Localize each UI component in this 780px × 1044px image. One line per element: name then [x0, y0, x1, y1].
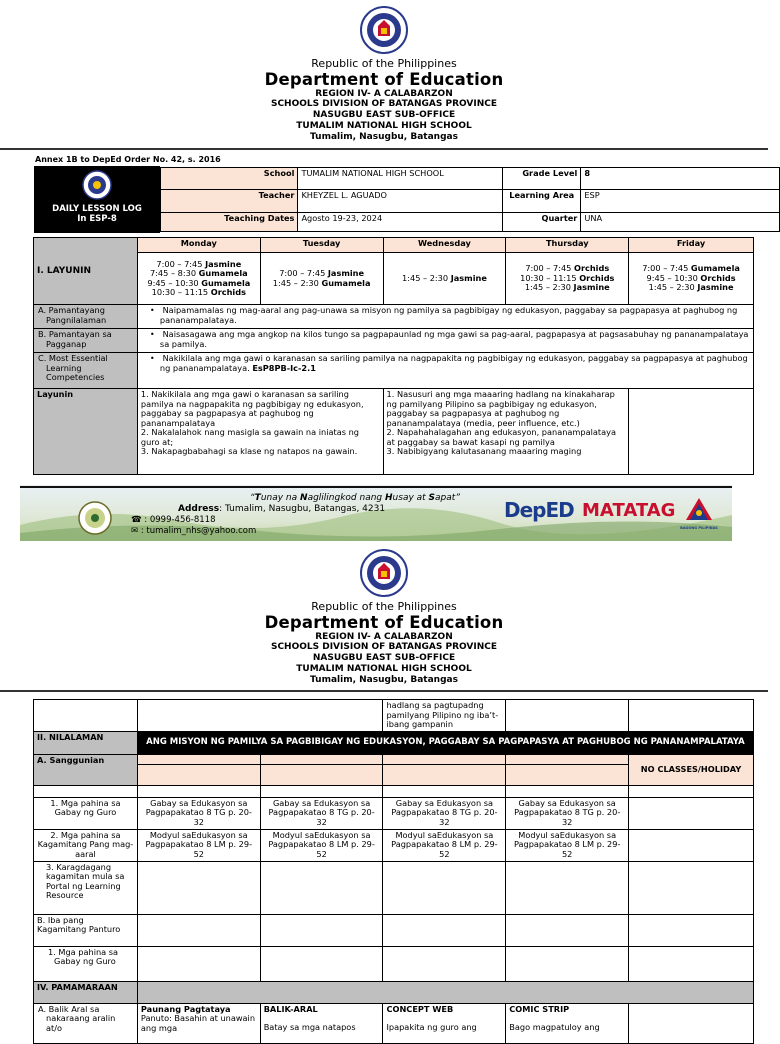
- bagong-pilipinas-logo: BAGONG PILIPINAS: [680, 496, 718, 532]
- layunin-right-2: 2. Napahahalagahan ang edukasyon, pananampalataya at paggabay sa bawat kasapi ng pamilya: [386, 427, 616, 447]
- schedule-section: Gumamela: [690, 263, 740, 274]
- schedule-time: 10:30 – 11:15: [151, 287, 211, 297]
- sanggunian-cell-5: [137, 764, 260, 785]
- rowC-code: EsP8PB-Ic-2.1: [252, 362, 316, 373]
- schedule-section: Orchids: [700, 272, 736, 283]
- school-label: School: [161, 168, 298, 190]
- grade-value: 8: [581, 168, 780, 190]
- area-label: Learning Area: [503, 190, 581, 213]
- portal-label: 3. Karagdagang kagamitan mula sa Portal ng Learning Resource: [34, 861, 138, 914]
- schedule-line: [632, 283, 750, 293]
- cont-label: [34, 700, 138, 732]
- nilalaman-table: [33, 699, 754, 1044]
- department-heading: Department of Education: [264, 70, 504, 89]
- kagamitan-friday: [629, 829, 754, 861]
- school-logo-icon: [82, 170, 112, 200]
- schedule-section: Jasmine: [205, 258, 242, 269]
- cont-empty-2: [506, 700, 629, 732]
- schedule-thursday: [506, 253, 629, 305]
- spacer-6: [629, 785, 754, 797]
- deped-seal-2: [360, 549, 408, 597]
- schedule-section: Orchids: [210, 287, 246, 297]
- schedule-time: 1:45 – 2:30: [524, 282, 574, 293]
- schedule-section: Gumamela: [198, 268, 248, 278]
- schedule-section: Jasmine: [327, 268, 365, 278]
- sanggunian-label: A. Sanggunian: [34, 754, 138, 785]
- schedule-monday: [137, 253, 260, 305]
- schedule-section: Gumamela: [321, 277, 371, 288]
- schedule-time: 7:00 – 7:45: [156, 258, 206, 269]
- footer-school-logo-icon: [78, 501, 112, 535]
- header-address: Tumalim, Nasugbu, Batangas: [310, 132, 458, 142]
- bullet-icon: •: [149, 353, 163, 363]
- balik-tuesday: BALIK-ARAL Batay sa mga natapos: [260, 1003, 383, 1043]
- iba-gabay-wed: [383, 946, 506, 981]
- gabay-guro-label: 1. Mga pahina sa Gabay ng Guro: [34, 797, 138, 829]
- email-value: : tumalim_nhs@yahoo.com: [140, 526, 257, 536]
- iba-mon: [137, 914, 260, 946]
- department-heading-2: Department of Education: [264, 613, 504, 632]
- layunin-left: [137, 389, 383, 475]
- nilalaman-text: ANG MISYON NG PAMILYA SA PAGBIBIGAY NG EDUKASYON, PAGGABAY SA PAGPAPASYA AT PAGHUBOG NG PANANAMPALATAYA: [137, 731, 753, 754]
- portal-mon: [137, 861, 260, 914]
- rowA-text: [137, 305, 753, 329]
- cont-empty: [137, 700, 383, 732]
- rowC-text: [137, 353, 753, 389]
- schedule-section: Jasmine: [697, 282, 734, 293]
- schedule-tuesday: [260, 253, 383, 305]
- sanggunian-cell-4: [506, 754, 629, 764]
- schedule-time: 7:00 – 7:45: [642, 263, 691, 274]
- schedule-section: Jasmine: [573, 282, 610, 293]
- kagamitan-tuesday: Modyul saEdukasyon sa Pagpapakatao 8 LM p. 29-52: [260, 829, 383, 861]
- header-divider: [0, 148, 768, 150]
- layunin-right-3: 3. Nabibigyang kalutasanang maaaring maging: [386, 446, 582, 456]
- teacher-value: KHEYZEL L. AGUADO: [298, 190, 503, 213]
- schedule-time: 9:45 – 10:30: [147, 277, 202, 288]
- footer-email: [131, 526, 256, 536]
- balik-monday: Paunang Pagtataya Panuto: Basahin at unawain ang mga: [137, 1003, 260, 1043]
- quarter-value: UNA: [581, 213, 780, 232]
- day-thursday: Thursday: [506, 238, 629, 253]
- layunin-heading: I. LAYUNIN: [37, 265, 91, 276]
- portal-tue: [260, 861, 383, 914]
- phone-icon: ☎: [131, 515, 145, 525]
- day-wednesday: Wednesday: [383, 238, 506, 253]
- deped-seal: [360, 6, 408, 54]
- phone-value: : 0999-456-8118: [144, 515, 216, 525]
- sanggunian-cell-6: [260, 764, 383, 785]
- schedule-time: 7:00 – 7:45: [525, 263, 574, 274]
- kagamitan-wednesday: Modyul saEdukasyon sa Pagpapakatao 8 LM p. 29-52: [383, 829, 506, 861]
- spacer-2: [137, 785, 260, 797]
- gabay-wednesday: Gabay sa Edukasyon sa Pagpapakatao 8 TG p. 20-32: [383, 797, 506, 829]
- rowA-label: A. Pamantayang Pangnilalaman: [34, 305, 138, 329]
- bullet-icon: •: [149, 305, 163, 315]
- layunin-table: [33, 237, 754, 475]
- sanggunian-cell-3: [383, 754, 506, 764]
- header-suboffice-2: NASUGBU EAST SUB-OFFICE: [312, 653, 456, 663]
- deped-logo: DepED: [504, 498, 574, 522]
- layunin-right: [383, 389, 629, 475]
- schedule-section: Orchids: [579, 272, 615, 283]
- dll-title-box: [34, 166, 160, 233]
- schedule-line: [141, 288, 257, 298]
- balik-aral-label: A. Balik Aral sa nakaraang aralin at/o: [34, 1003, 138, 1043]
- header-division: SCHOOLS DIVISION OF BATANGAS PROVINCE: [270, 99, 498, 109]
- republic-heading: Republic of the Philippines: [311, 57, 457, 70]
- cont-text: hadlang sa pagtupadng pamilyang Pilipino ng iba’t-ibang gampanin: [383, 700, 506, 732]
- matatag-logo: MATATAG: [582, 500, 676, 521]
- iba-gabay-thu: [506, 946, 629, 981]
- layunin-right-1: 1. Nasusuri ang mga maaaring hadlang na kinakaharap ng pamilyang Pilipino sa pagbibigay ng edukasyon, paggabay sa pagpapasya at paghubog ng pananampalataya (media, peer influence, etc.): [386, 389, 615, 428]
- schedule-line: [387, 274, 503, 284]
- iba-gabay-label: 1. Mga pahina sa Gabay ng Guro: [34, 946, 138, 981]
- header-region-2: REGION IV- A CALABARZON: [315, 632, 453, 642]
- schedule-time: 7:00 – 7:45: [279, 268, 328, 278]
- footer-motto: “Tunay na Naglilingkod nang Husay at Sapat”: [250, 493, 460, 503]
- rowB-text: [137, 329, 753, 353]
- header-divider-2: [0, 690, 768, 692]
- pamamaraan-label: IV. PAMAMARAAN: [34, 981, 138, 1003]
- spacer-1: [34, 785, 138, 797]
- gabay-friday: [629, 797, 754, 829]
- rowC-content: Nakikilala ang mga gawi o karanasan sa sariling pamilya na nagpapakita ng pagbibigay ng edukasyon, paggabay sa pagpapasya at paghubog ng pananampalataya.: [159, 353, 748, 373]
- day-tuesday: Tuesday: [260, 238, 383, 253]
- rowA-content: Naipamamalas ng mag-aaral ang pag-unawa sa misyon ng pamilya sa pagbibigay ng edukasyon, paggabay sa pagpapasya at paghubog ng pananampalataya.: [159, 305, 738, 325]
- dll-title: DAILY LESSON LOG: [52, 204, 142, 214]
- layunin-left-2: 2. Nakalalahok nang masigla sa gawain na iniatas ng guro at;: [140, 427, 359, 447]
- header-suboffice: NASUGBU EAST SUB-OFFICE: [312, 110, 456, 120]
- schedule-wednesday: [383, 253, 506, 305]
- schedule-section: Jasmine: [450, 272, 487, 283]
- schedule-time: 1:45 – 2:30: [648, 282, 698, 293]
- layunin-friday: [629, 389, 754, 475]
- iba-pang-label: B. Iba pang Kagamitang Panturo: [34, 914, 138, 946]
- kagamitan-monday: Modyul saEdukasyon sa Pagpapakatao 8 LM p. 29-52: [137, 829, 260, 861]
- no-classes-label: NO CLASSES/HOLIDAY: [629, 754, 754, 785]
- schedule-time: 7:45 – 8:30: [149, 268, 199, 278]
- rowC-label: C. Most Essential Learning Competencies: [34, 353, 138, 389]
- balik-wednesday: CONCEPT WEB Ipapakita ng guro ang: [383, 1003, 506, 1043]
- pamamaraan-bar: [137, 981, 753, 1003]
- annex-label: Annex 1B to DepEd Order No. 42, s. 2016: [35, 155, 221, 164]
- dates-value: Agosto 19-23, 2024: [298, 213, 503, 232]
- iba-thu: [506, 914, 629, 946]
- sanggunian-cell-7: [383, 764, 506, 785]
- schedule-time: 1:45 – 2:30: [272, 277, 322, 288]
- area-value: ESP: [581, 190, 780, 213]
- footer-phone: [131, 515, 215, 525]
- address-label: Address: [178, 504, 220, 514]
- spacer-3: [260, 785, 383, 797]
- bullet-icon: •: [149, 329, 163, 339]
- header-division-2: SCHOOLS DIVISION OF BATANGAS PROVINCE: [270, 642, 498, 652]
- iba-gabay-mon: [137, 946, 260, 981]
- layunin-row-label: Layunin: [34, 389, 138, 475]
- header-region: REGION IV- A CALABARZON: [315, 89, 453, 99]
- gabay-thursday: Gabay sa Edukasyon sa Pagpapakatao 8 TG p. 20-32: [506, 797, 629, 829]
- schedule-time: 1:45 – 2:30: [402, 272, 451, 283]
- layunin-left-3: 3. Nakapagbabahagi sa klase ng natapos na gawain.: [140, 446, 358, 456]
- balik-thursday: COMIC STRIP Bago magpatuloy ang: [506, 1003, 629, 1043]
- footer-address: [178, 504, 385, 514]
- header-school-2: TUMALIM NATIONAL HIGH SCHOOL: [296, 664, 472, 674]
- iba-fri: [629, 914, 754, 946]
- teacher-label: Teacher: [161, 190, 298, 213]
- rowB-content: Naisasagawa ang mga angkop na kilos tungo sa pagpapaunlad ng mga gawi sa pag-aaral, pagpapasya at pagsasabuhay ng pananampalataya sa pamilya.: [159, 329, 749, 349]
- republic-heading-2: Republic of the Philippines: [311, 600, 457, 613]
- schedule-time: 10:30 – 11:15: [520, 272, 580, 283]
- grade-label: Grade Level: [503, 168, 581, 190]
- kagamitan-thursday: Modyul saEdukasyon sa Pagpapakatao 8 LM p. 29-52: [506, 829, 629, 861]
- gabay-monday: Gabay sa Edukasyon sa Pagpapakatao 8 TG p. 20-32: [137, 797, 260, 829]
- header-address-2: Tumalim, Nasugbu, Batangas: [310, 675, 458, 685]
- dll-info-table: [160, 167, 780, 232]
- cont-empty-3: [629, 700, 754, 732]
- dates-label: Teaching Dates: [161, 213, 298, 232]
- sanggunian-cell-8: [506, 764, 629, 785]
- schedule-section: Orchids: [574, 263, 610, 274]
- iba-gabay-fri: [629, 946, 754, 981]
- portal-fri: [629, 861, 754, 914]
- iba-gabay-tue: [260, 946, 383, 981]
- schedule-time: 9:45 – 10:30: [646, 272, 701, 283]
- schedule-section: Gumamela: [201, 277, 251, 288]
- email-icon: ✉: [131, 526, 141, 536]
- sanggunian-cell-2: [260, 754, 383, 764]
- iba-tue: [260, 914, 383, 946]
- address-value: : Tumalim, Nasugbu, Batangas, 4231: [219, 504, 386, 514]
- schedule-line: [509, 283, 625, 293]
- schedule-line: [264, 279, 380, 289]
- header-school: TUMALIM NATIONAL HIGH SCHOOL: [296, 121, 472, 131]
- day-friday: Friday: [629, 238, 754, 253]
- iba-wed: [383, 914, 506, 946]
- dll-subject: In ESP-8: [77, 214, 117, 224]
- portal-thu: [506, 861, 629, 914]
- rowB-label: B. Pamantayan sa Pagganap: [34, 329, 138, 353]
- sanggunian-cell-1: [137, 754, 260, 764]
- footer-divider: [20, 486, 732, 488]
- day-monday: Monday: [137, 238, 260, 253]
- schedule-friday: [629, 253, 754, 305]
- balik-friday: [629, 1003, 754, 1043]
- quarter-label: Quarter: [503, 213, 581, 232]
- nilalaman-label: II. NILALAMAN: [34, 731, 138, 754]
- portal-wed: [383, 861, 506, 914]
- spacer-4: [383, 785, 506, 797]
- spacer-5: [506, 785, 629, 797]
- school-value: TUMALIM NATIONAL HIGH SCHOOL: [298, 168, 503, 190]
- gabay-tuesday: Gabay sa Edukasyon sa Pagpapakatao 8 TG p. 20-32: [260, 797, 383, 829]
- kagamitan-label: 2. Mga pahina sa Kagamitang Pang mag-aaral: [34, 829, 138, 861]
- layunin-left-1: 1. Nakikilala ang mga gawi o karanasan sa sariling pamilya na nagpapakita ng pagbibigay ng edukasyon, paggabay sa pagpapasya at paghubog ng pananampalataya: [140, 389, 364, 428]
